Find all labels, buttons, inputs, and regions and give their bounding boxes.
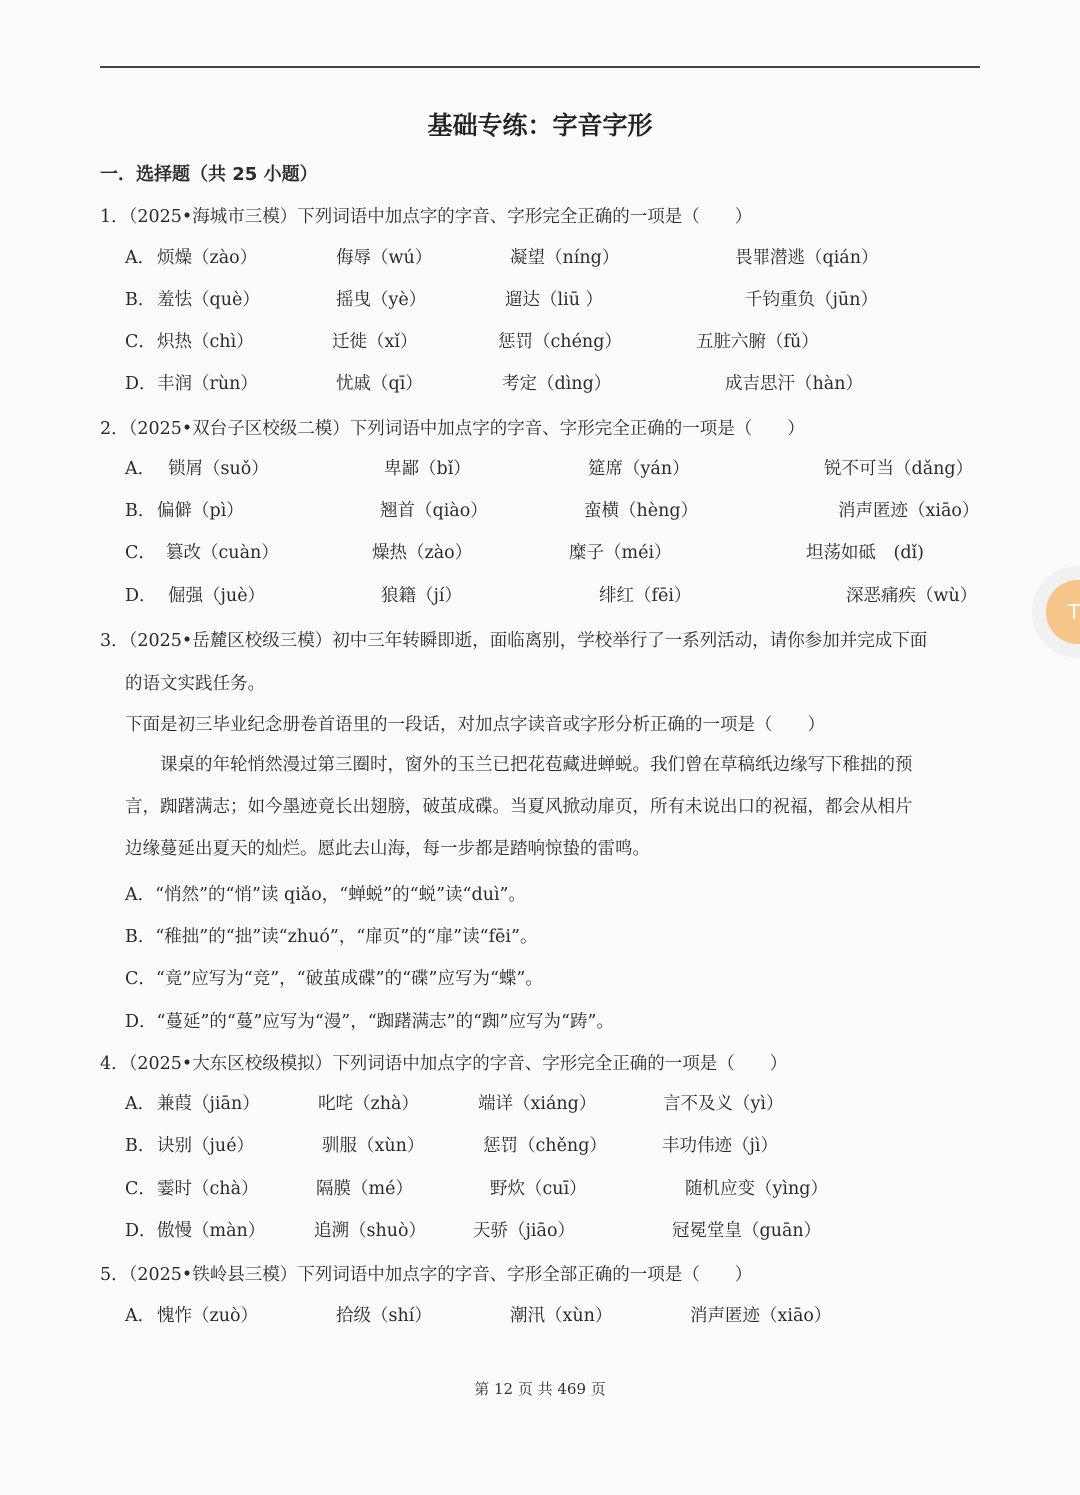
option-word: 追溯（shuò）: [314, 1221, 427, 1241]
option-label: D．: [125, 1221, 157, 1241]
option-word: 消声匿迹（xiāo）: [690, 1306, 832, 1326]
option-word: 驯服（xùn）: [322, 1136, 425, 1156]
page-title: 基础专练：字音字形: [427, 111, 653, 140]
option-word: 烦燥（zào）: [157, 248, 258, 268]
option-word: 拾级（shí）: [336, 1306, 432, 1326]
option-label: A．: [125, 459, 156, 479]
option-word: 端详（xiáng）: [478, 1094, 597, 1114]
option-word: 五脏六腑（fǔ）: [696, 332, 819, 352]
option-word: 篡改（cuàn）: [166, 543, 279, 563]
option-label: D．: [125, 374, 157, 394]
option-word: 兼葭（jiān）: [157, 1094, 260, 1114]
option-word: 羞怯（què）: [157, 290, 260, 310]
option-word: 诀别（jué）: [157, 1136, 255, 1156]
option-label: D．: [125, 586, 157, 606]
option-word: 糜子（méi）: [569, 543, 672, 563]
option-d: D．“蔓延”的“蔓”应写为“漫”，“踟躇满志”的“踟”应写为“踌”。: [125, 1012, 614, 1032]
option-word: 傲慢（màn）: [157, 1221, 266, 1241]
option-c: C．“竟”应写为“竞”，“破茧成碟”的“碟”应写为“蝶”。: [125, 969, 543, 989]
option-word: 叱咤（zhà）: [318, 1094, 419, 1114]
option-word: 蛮横（hèng）: [584, 501, 699, 521]
passage-line: 言，踟躇满志；如今墨迹竟长出翅膀，破茧成碟。当夏风掀动扉页，所有未说出口的祝福，都会从相片: [125, 797, 913, 817]
option-word: 忧戚（qī）: [336, 374, 423, 394]
question-2-stem: 2．（2025•双台子区校级二模）下列词语中加点字的字音、字形完全正确的一项是（ ）: [100, 419, 805, 439]
option-word: 凝望（níng）: [510, 248, 620, 268]
option-word: 炽热（chì）: [157, 332, 254, 352]
option-word: 丰功伟迹（jì）: [662, 1136, 779, 1156]
option-word: 惩罚（chěng）: [483, 1136, 607, 1156]
option-word: 成吉思汗（hàn）: [725, 374, 863, 394]
question-3-stem: 3．（2025•岳麓区校级三模）初中三年转瞬即逝，面临离别，学校举行了一系列活动，请你参加并完成下面: [100, 631, 928, 651]
option-word: 潮汛（xùn）: [510, 1306, 613, 1326]
option-word: 霎时（chà）: [157, 1179, 259, 1199]
option-a: A．“悄然”的“悄”读 qiǎo，“蝉蜕”的“蜕”读“duì”。: [125, 885, 527, 905]
section-heading: 一．选择题（共 25 小题）: [100, 164, 318, 185]
option-word: 深恶痛疾（wù）: [846, 586, 978, 606]
option-word: 天骄（jiāo）: [473, 1221, 575, 1241]
passage-line: 课桌的年轮悄然漫过第三圈时，窗外的玉兰已把花苞藏进蝉蜕。我们曾在草稿纸边缘写下稚拙的预: [125, 755, 913, 775]
option-word: 惩罚（chéng）: [498, 332, 622, 352]
option-label: A．: [125, 1094, 156, 1114]
option-word: 筵席（yán）: [588, 459, 690, 479]
option-word: 坦荡如砥 (dǐ): [806, 543, 924, 563]
option-label: B．: [125, 290, 156, 310]
option-label: C．: [125, 543, 156, 563]
option-word: 千钧重负（jūn）: [745, 290, 878, 310]
option-label: C．: [125, 1179, 156, 1199]
option-word: 愧怍（zuò）: [157, 1306, 259, 1326]
option-word: 考定（dìng）: [502, 374, 612, 394]
option-word: 倔强（juè）: [168, 586, 266, 606]
option-word: 消声匿迹（xiāo）: [838, 501, 980, 521]
option-label: B．: [125, 1136, 156, 1156]
option-word: 言不及义（yì）: [663, 1094, 784, 1114]
page-footer: 第 12 页 共 469 页: [474, 1380, 606, 1398]
option-word: 绯红（fēi）: [599, 586, 692, 606]
question-1-stem: 1．（2025•海城市三模）下列词语中加点字的字音、字形完全正确的一项是（ ）: [100, 207, 753, 227]
option-word: 偏僻（pì）: [157, 501, 244, 521]
question-4-stem: 4．（2025•大东区校级模拟）下列词语中加点字的字音、字形完全正确的一项是（ ）: [100, 1054, 788, 1074]
option-word: 丰润（rùn）: [157, 374, 258, 394]
option-label: B．: [125, 501, 156, 521]
option-label: C．: [125, 332, 156, 352]
option-b: B．“稚拙”的“拙”读“zhuó”，“扉页”的“扉”读“fēi”。: [125, 927, 538, 947]
option-word: 侮辱（wú）: [336, 248, 433, 268]
option-word: 迁徙（xǐ）: [332, 332, 418, 352]
option-word: 卑鄙（bǐ）: [384, 459, 471, 479]
option-word: 狼籍（jí）: [381, 586, 463, 606]
option-word: 冠冕堂皇（guān）: [672, 1221, 822, 1241]
option-word: 畏罪潜逃（qián）: [735, 248, 879, 268]
option-word: 隔膜（mé）: [316, 1179, 413, 1199]
question-3-stem-cont: 的语文实践任务。: [125, 674, 265, 694]
option-word: 摇曳（yè）: [336, 290, 427, 310]
header-rule: [100, 66, 980, 68]
option-word: 锐不可当（dǎng）: [824, 459, 974, 479]
passage-line: 边缘蔓延出夏天的灿烂。愿此去山海，每一步都是踏响惊蛰的雷鸣。: [125, 839, 650, 859]
option-word: 遛达（liū ）: [505, 290, 604, 310]
translate-icon: T: [1068, 600, 1080, 624]
option-label: A．: [125, 1306, 156, 1326]
question-5-stem: 5．（2025•铁岭县三模）下列词语中加点字的字音、字形全部正确的一项是（ ）: [100, 1265, 753, 1285]
option-word: 锁屑（suǒ）: [168, 459, 269, 479]
option-word: 翘首（qiào）: [380, 501, 488, 521]
option-word: 野炊（cuī）: [490, 1179, 587, 1199]
option-label: A．: [125, 248, 156, 268]
floating-action-button[interactable]: [1046, 580, 1080, 644]
option-word: 随机应变（yìng）: [685, 1179, 828, 1199]
option-word: 燥热（zào）: [372, 543, 473, 563]
question-3-sub: 下面是初三毕业纪念册卷首语里的一段话，对加点字读音或字形分析正确的一项是（ ）: [125, 715, 825, 735]
